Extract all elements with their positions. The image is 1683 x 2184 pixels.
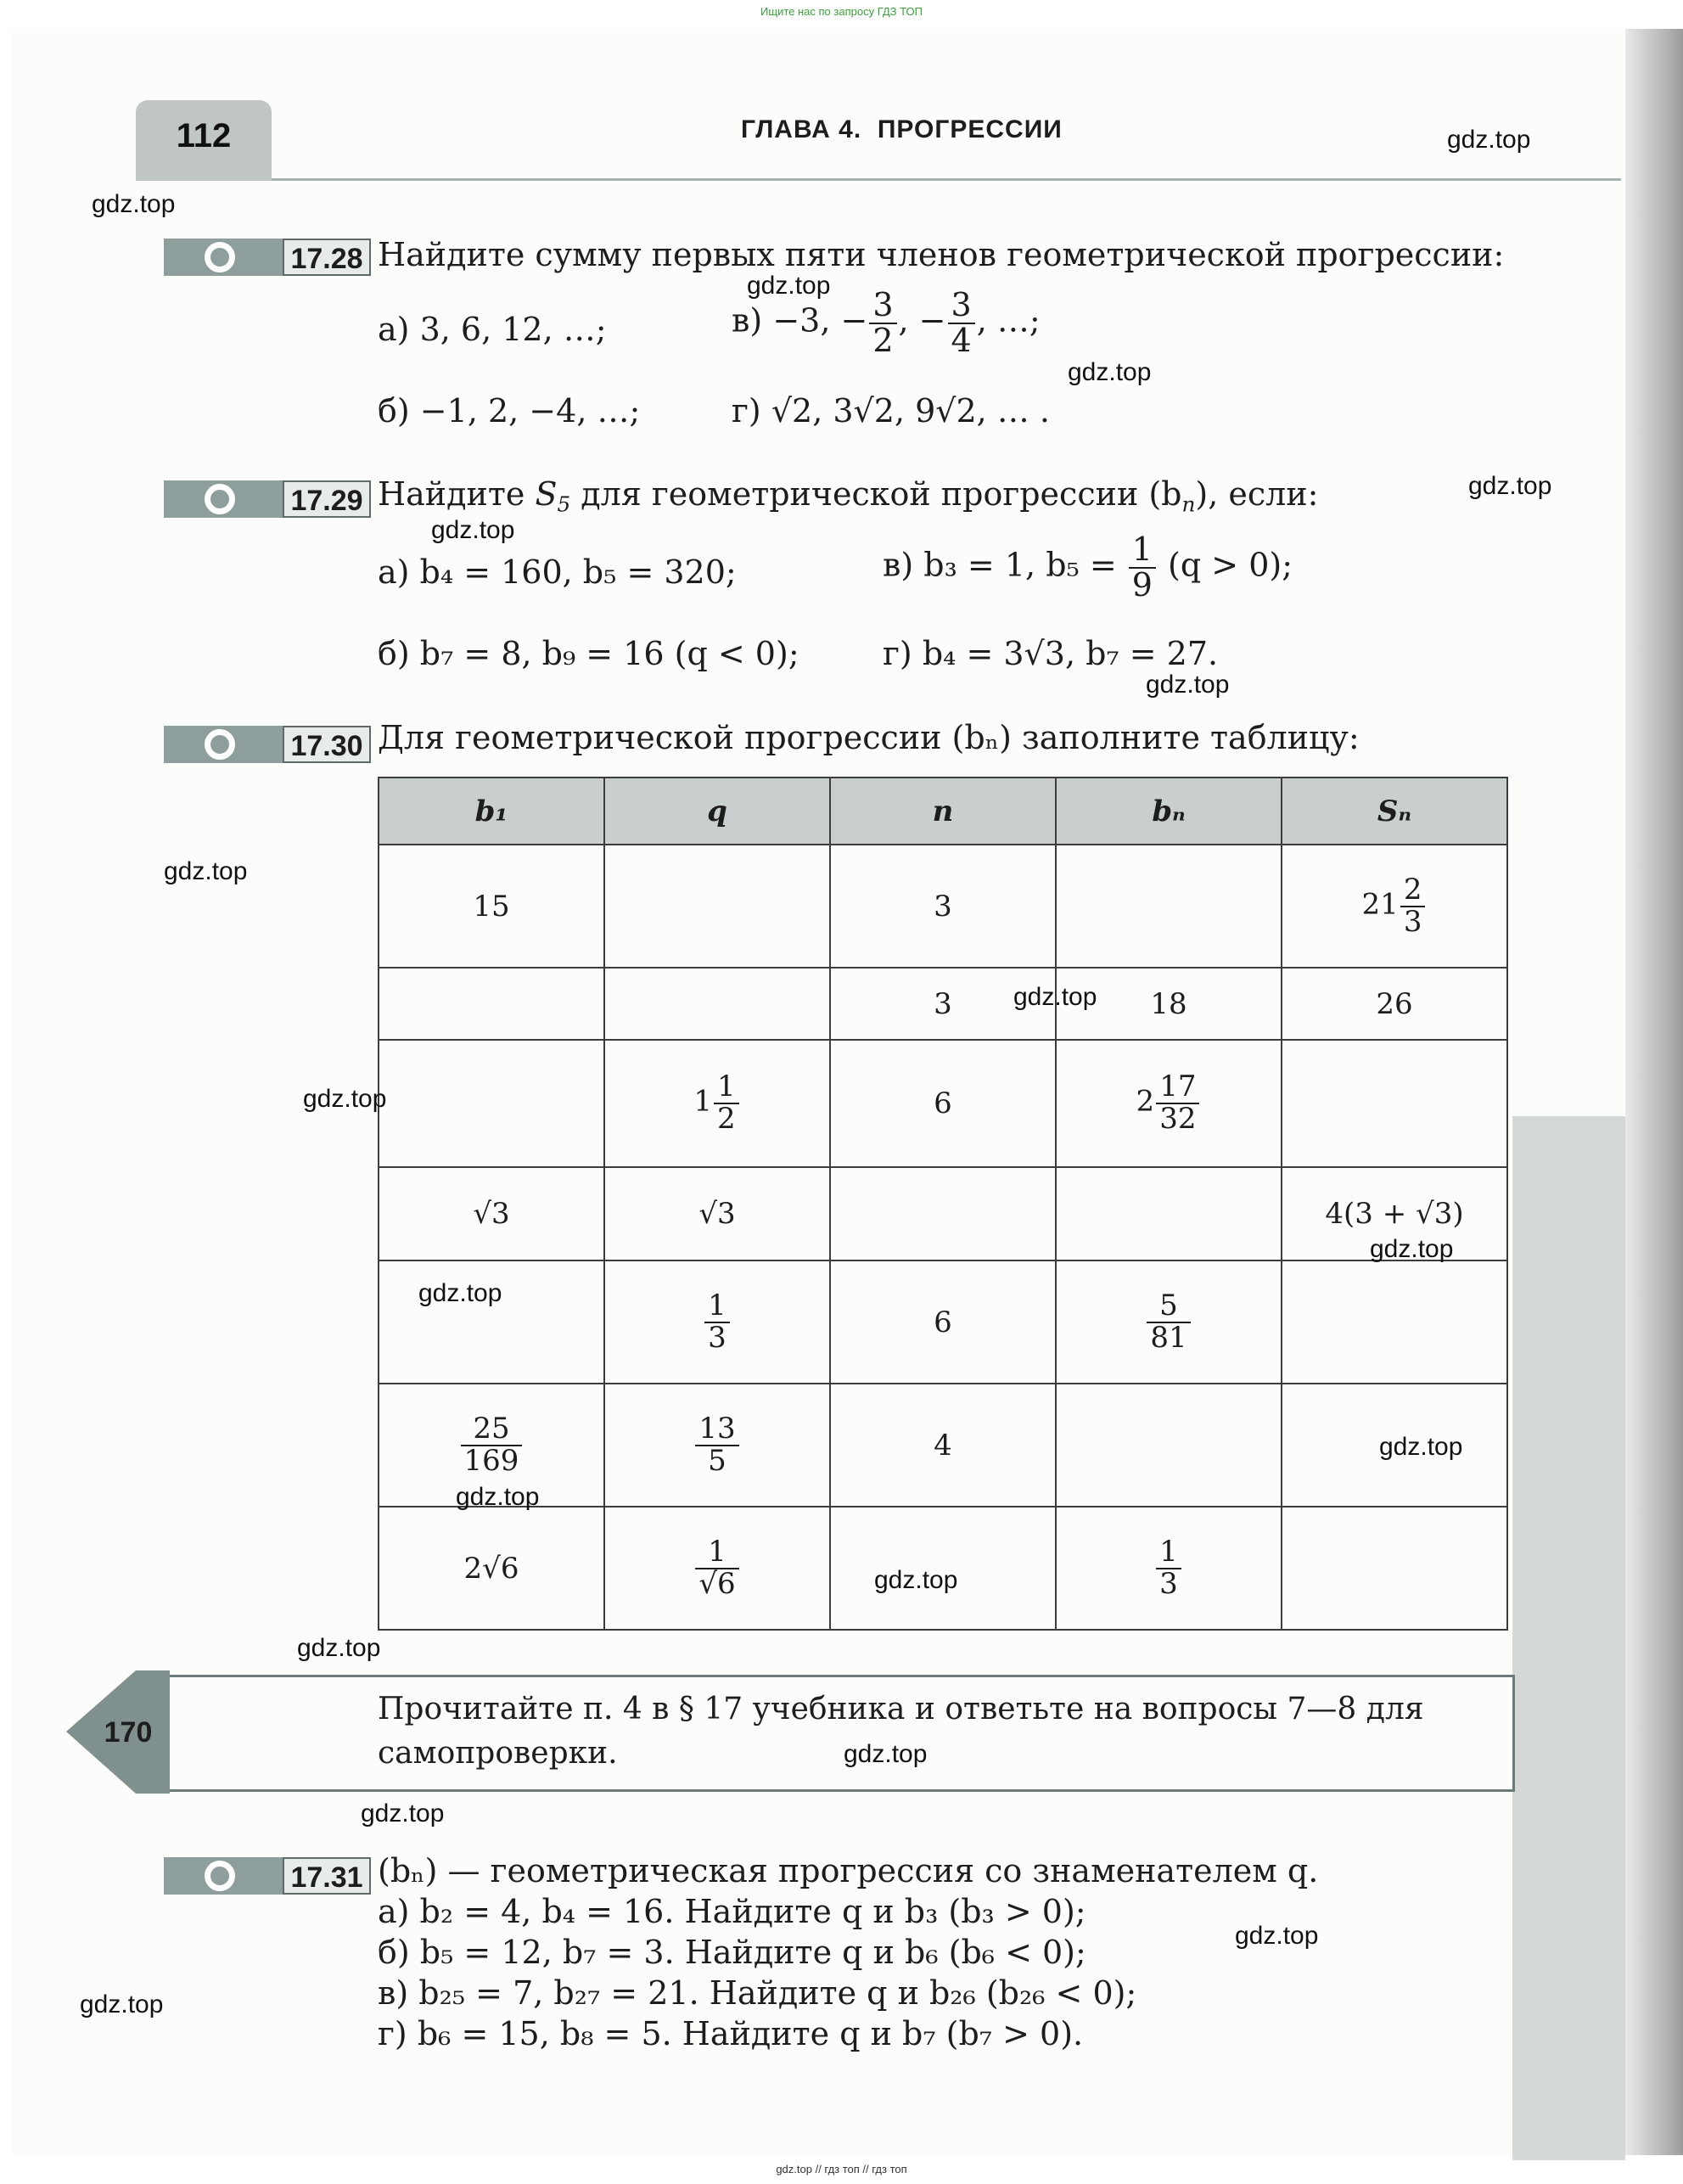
option-b: б) b₅ = 12, b₇ = 3. Найдите q и b₆ (b₆ < 0); [378,1934,1086,1971]
header-b1: b₁ [379,778,604,845]
chapter-heading [741,115,1063,144]
option-a: а) 3, 6, 12, …; [378,311,607,348]
watermark: gdz.top [1013,983,1097,1011]
cell-bn: $\frac{5}{81}$ [1056,1260,1282,1384]
table-row [379,1260,1507,1384]
arrow-left-icon [66,1670,170,1794]
header-bn: bₙ [1056,778,1282,845]
watermark: gdz.top [1235,1922,1319,1950]
table-header-row [379,778,1507,845]
circle-icon [205,484,235,514]
problem-statement: Найдите $S_5$ для геометрической прогрессии $(b_n)$, если: [378,475,1319,517]
watermark: gdz.top [747,272,831,300]
cell-bn: 18 [1056,968,1282,1040]
watermark: gdz.top [1146,671,1230,699]
cell-sn [1282,1507,1507,1630]
margin-shade [1512,1116,1625,2160]
cell-n: 6 [830,1040,1056,1167]
cell-n: 4 [830,1384,1056,1507]
problem-statement: (bₙ) — геометрическая прогрессия со знаменателем q. [378,1852,1319,1889]
table-row [379,1167,1507,1260]
cell-b1: $\frac{25}{169}$ [379,1384,604,1507]
table-row [379,845,1507,968]
watermark: gdz.top [844,1740,928,1768]
option-g: г) b₆ = 15, b₈ = 5. Найдите q и b₇ (b₇ > 0). [378,2015,1084,2052]
cell-sn: 21 $\frac{2}{3}$ [1282,845,1507,968]
cell-bn [1056,1167,1282,1260]
table-row [379,968,1507,1040]
watermark: gdz.top [1468,472,1552,500]
watermark: gdz.top [80,1990,164,2018]
cell-bn: $\frac{1}{3}$ [1056,1507,1282,1630]
problem-number: 17.29 [283,480,371,518]
site-tag-top: Ищите нас по запросу ГДЗ ТОП [760,5,923,18]
cell-n: 3 [830,968,1056,1040]
header-rule [272,178,1621,181]
self-check-text: Прочитайте п. 4 в § 17 учебника и ответьте на вопросы 7—8 для самопроверки. [378,1692,1424,1771]
watermark: gdz.top [431,516,515,544]
header-n: n [830,778,1056,845]
watermark: gdz.top [297,1634,381,1662]
option-g: г) √2, 3√2, 9√2, … . [732,392,1050,430]
watermark: gdz.top [164,857,248,885]
table-row [379,1384,1507,1507]
problem-statement: Для геометрической прогрессии (bₙ) заполните таблицу: [378,719,1360,756]
watermark: gdz.top [303,1085,387,1113]
header-q: q [604,778,830,845]
option-v: в) b₂₅ = 7, b₂₇ = 21. Найдите q и b₂₆ (b₂₆ < 0); [378,1974,1137,2012]
circle-icon [205,242,235,272]
cell-q: √3 [604,1167,830,1260]
cell-b1: √3 [379,1167,604,1260]
watermark: gdz.top [1447,126,1531,154]
cell-b1 [379,968,604,1040]
circle-icon [205,1861,235,1891]
watermark: gdz.top [1370,1235,1454,1263]
problem-number: 17.31 [283,1857,371,1895]
watermark: gdz.top [361,1799,445,1827]
cell-q [604,845,830,968]
cell-sn: 4(3 + √3) [1282,1167,1507,1260]
cell-n: 3 [830,845,1056,968]
cell-q: 1 $\frac{1}{2}$ [604,1040,830,1167]
cell-q: $\frac{1}{√6}$ [604,1507,830,1630]
cell-n [830,1167,1056,1260]
circle-icon [205,729,235,760]
cell-bn [1056,1384,1282,1507]
chapter-title: ПРОГРЕССИИ [877,115,1063,143]
cell-bn: 2 $\frac{17}{32}$ [1056,1040,1282,1167]
cell-bn [1056,845,1282,968]
watermark: gdz.top [456,1483,540,1511]
cell-b1 [379,1040,604,1167]
cell-n: 6 [830,1260,1056,1384]
problem-number: 17.28 [283,239,371,276]
watermark: gdz.top [418,1279,502,1307]
option-b: б) −1, 2, −4, …; [378,392,641,430]
watermark: gdz.top [1379,1433,1463,1461]
option-v: в) b₃ = 1, b₅ = $\frac{1}{9}$ (q > 0); [883,531,1293,604]
cell-q [604,968,830,1040]
cell-sn [1282,1260,1507,1384]
option-a: а) b₄ = 160, b₅ = 320; [378,553,737,591]
book-spine [1625,29,1683,2155]
watermark: gdz.top [874,1566,958,1594]
cell-sn [1282,1040,1507,1167]
header-sn: Sₙ [1282,778,1507,845]
problem-badge [164,239,283,276]
cell-q: $\frac{1}{3}$ [604,1260,830,1384]
cell-b1: 15 [379,845,604,968]
reference-number: 170 [104,1716,153,1749]
progression-table [378,777,1508,1631]
option-g: г) b₄ = 3√3, b₇ = 27. [883,635,1219,672]
problem-number: 17.30 [283,726,371,763]
problem-badge [164,726,283,763]
chapter-label: ГЛАВА 4. [741,115,862,143]
watermark: gdz.top [1068,358,1152,386]
cell-q: $\frac{13}{5}$ [604,1384,830,1507]
page-number: 112 [176,117,232,154]
option-b: б) b₇ = 8, b₉ = 16 (q < 0); [378,635,799,672]
watermark: gdz.top [92,190,176,218]
problem-statement: Найдите сумму первых пяти членов геометрической прогрессии: [378,236,1505,273]
cell-b1: 2√6 [379,1507,604,1630]
problem-badge [164,480,283,518]
option-v: в) −3, − $\frac{3}{2}$ , − $\frac{3}{4}$ , …; [732,286,1041,359]
table-row [379,1040,1507,1167]
option-a: а) b₂ = 4, b₄ = 16. Найдите q и b₃ (b₃ > 0); [378,1893,1086,1930]
site-tag-bottom: gdz.top // гдз топ // гдз топ [776,2163,907,2176]
cell-sn: 26 [1282,968,1507,1040]
problem-badge [164,1857,283,1895]
